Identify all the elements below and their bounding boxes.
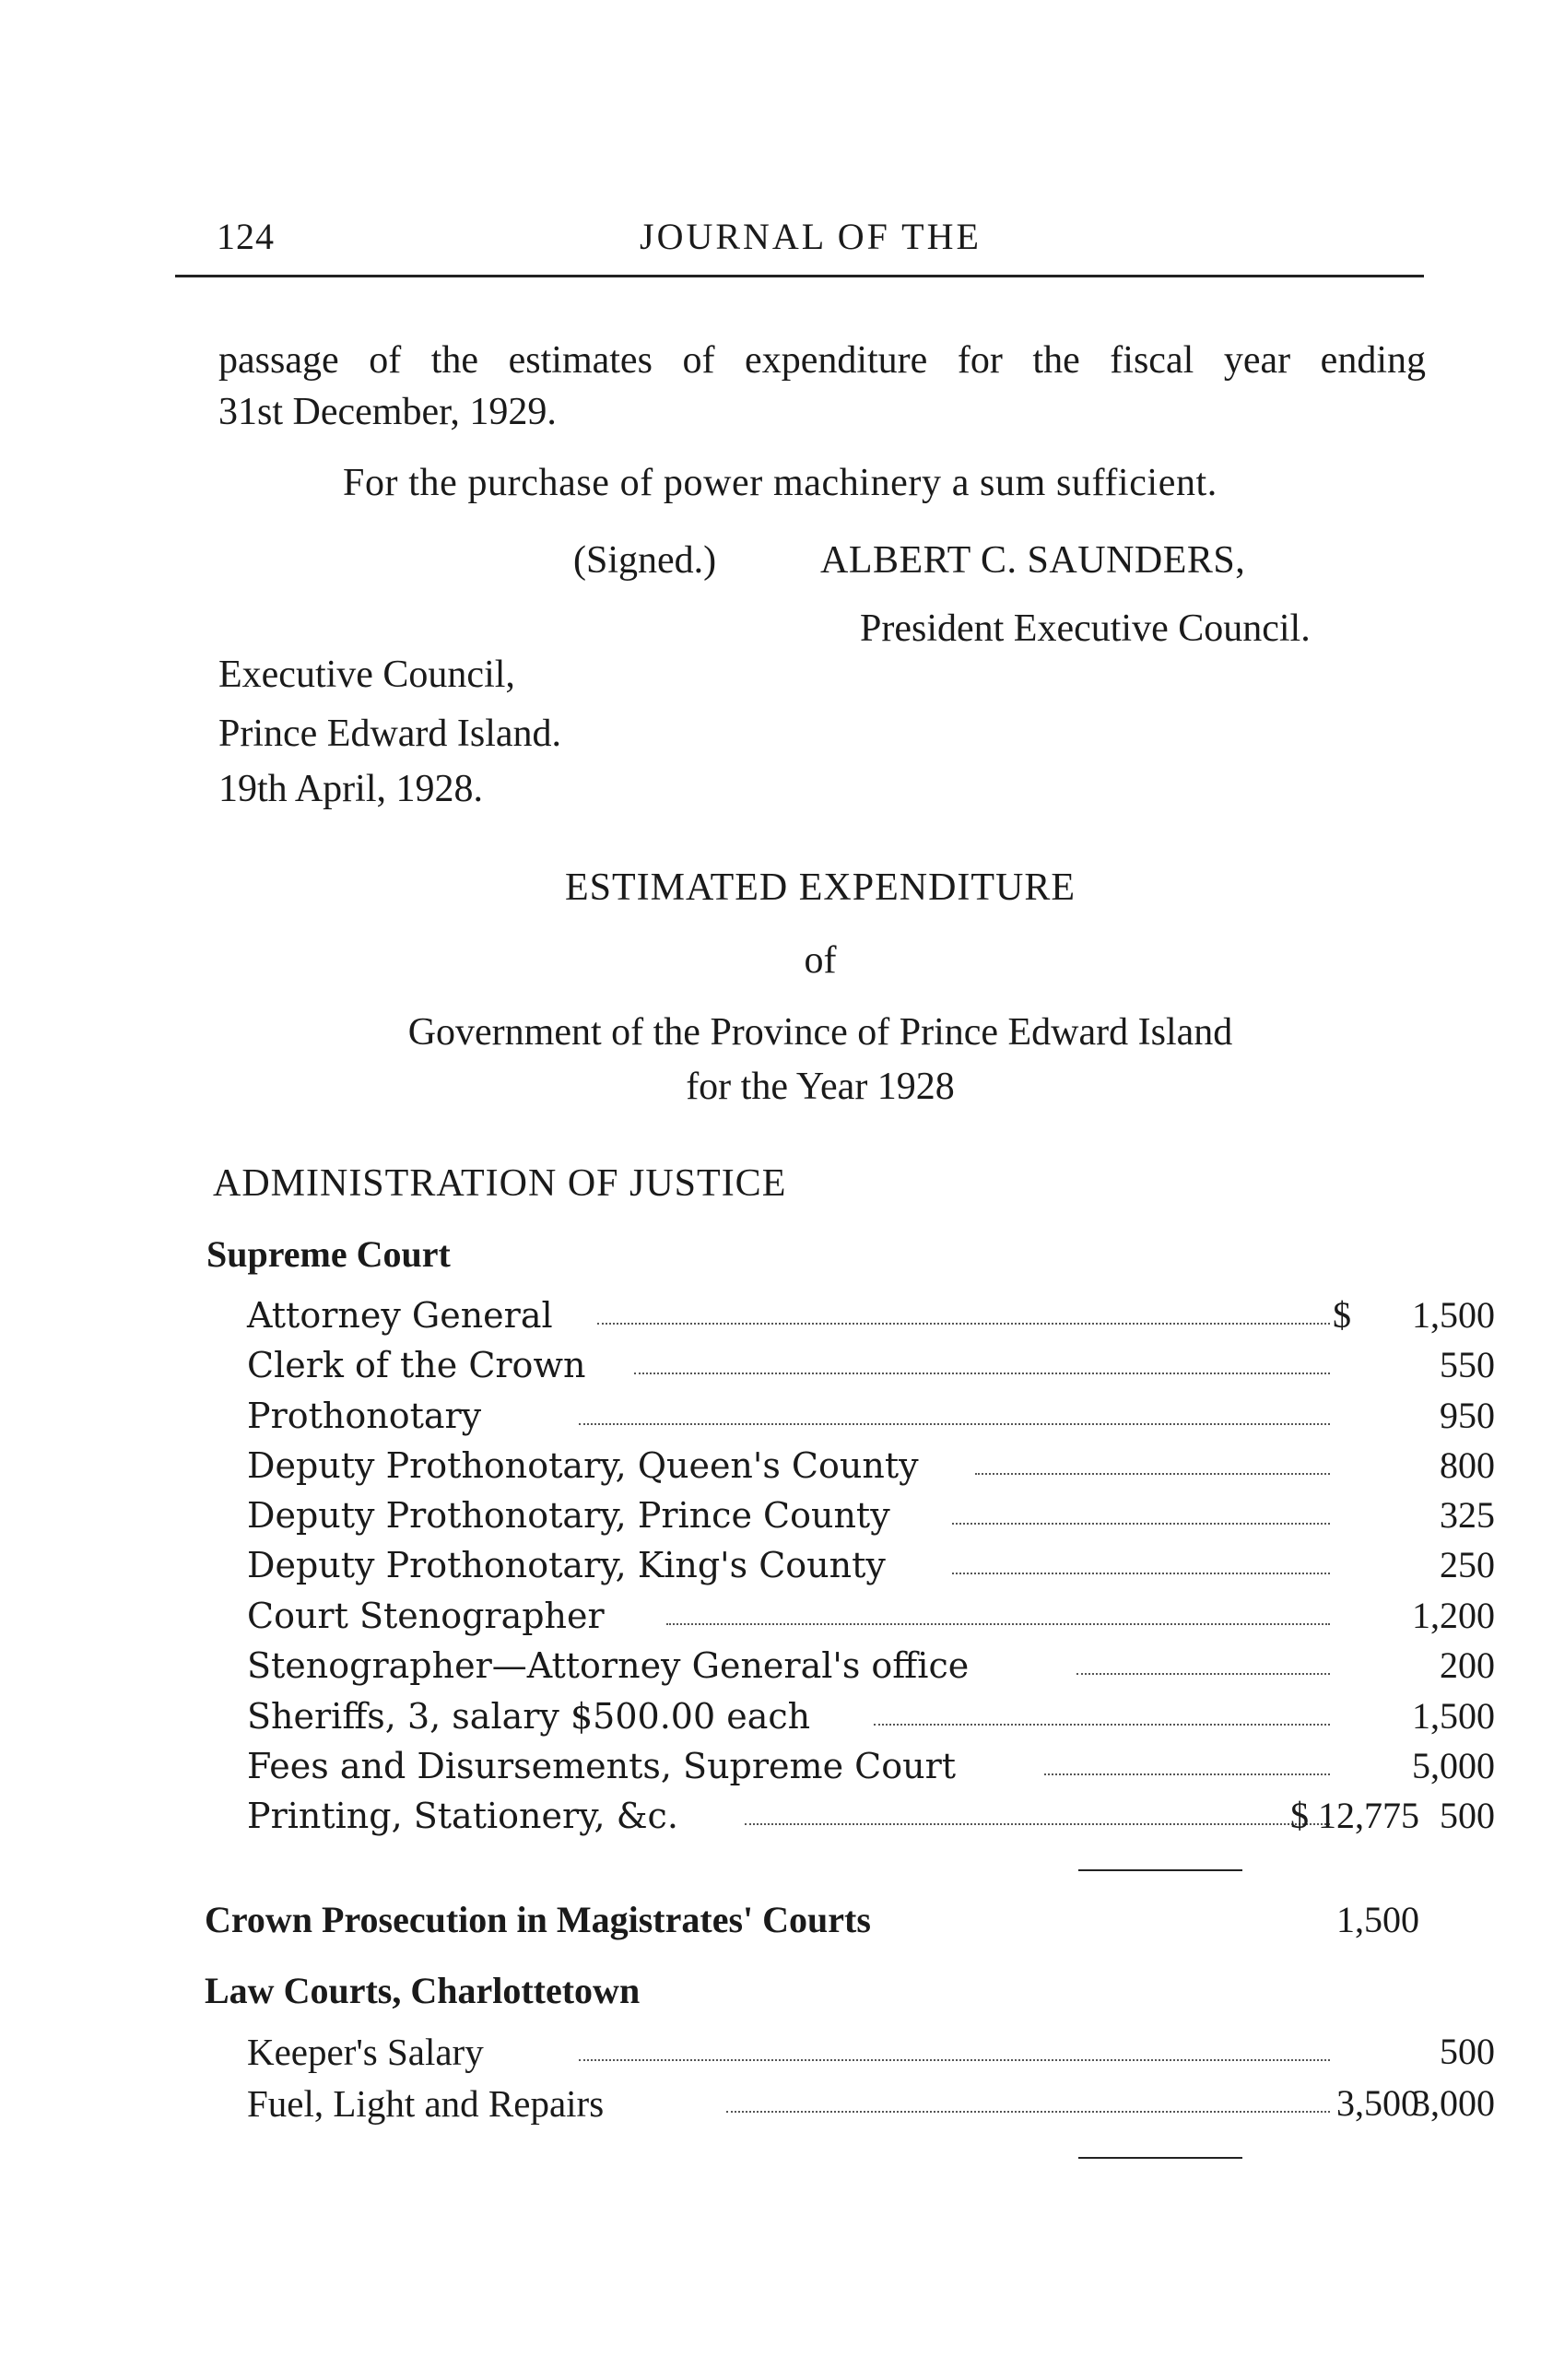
estimate-title: ESTIMATED EXPENDITURE [564, 866, 1076, 909]
item-label: Fees and Disursements, Supreme Court [247, 1746, 956, 1786]
leader-dots [726, 2111, 1330, 2113]
item-amount: 500 [1440, 1795, 1495, 1836]
address-line-1: Executive Council, [218, 654, 515, 696]
intro-line-1: passage of the estimates of expenditure for the fiscal year ending [218, 339, 1426, 382]
item-amount: 325 [1440, 1494, 1495, 1536]
item-label: Prothonotary [247, 1396, 482, 1436]
item-amount: 3,000 [1412, 2082, 1495, 2124]
leader-dots [874, 1724, 1330, 1726]
header-rule [175, 275, 1424, 277]
item-amount: 200 [1440, 1644, 1495, 1686]
law-courts-total: 3,500 [1336, 2082, 1419, 2124]
item-amount: 1,500 [1412, 1695, 1495, 1737]
subtotal-rule [1078, 2157, 1242, 2159]
item-label: Stenographer—Attorney General's office [247, 1645, 970, 1686]
item-label: Deputy Prothonotary, Prince County [247, 1495, 890, 1536]
supreme-court-heading: Supreme Court [206, 1233, 451, 1275]
item-amount: 5,000 [1412, 1745, 1495, 1786]
item-amount: 1,200 [1412, 1595, 1495, 1636]
crown-prosecution-total: 1,500 [1336, 1899, 1419, 1940]
leader-dots [952, 1523, 1330, 1525]
leader-dots [1076, 1673, 1330, 1675]
item-amount: 550 [1440, 1344, 1495, 1385]
item-label: Sheriffs, 3, salary $500.00 each [247, 1696, 811, 1737]
item-label: Fuel, Light and Repairs [247, 2082, 605, 2125]
address-line-2: Prince Edward Island. [218, 713, 562, 755]
signatory-name: ALBERT C. SAUNDERS, [820, 539, 1246, 582]
item-label: Clerk of the Crown [247, 1345, 586, 1385]
item-amount: 1,500 [1412, 1294, 1495, 1336]
estimate-title-year: for the Year 1928 [686, 1066, 955, 1108]
subtotal-rule [1078, 1869, 1242, 1871]
leader-dots [952, 1573, 1330, 1574]
dollar-sign: $ [1333, 1294, 1351, 1336]
leader-dots [975, 1473, 1330, 1475]
signatory-title: President Executive Council. [860, 607, 1311, 650]
leader-dots [1044, 1773, 1330, 1775]
item-label: Printing, Stationery, &c. [247, 1796, 678, 1836]
item-amount: 800 [1440, 1444, 1495, 1486]
leader-dots [634, 1373, 1330, 1374]
address-line-3: 19th April, 1928. [218, 768, 484, 810]
page-number: 124 [217, 216, 275, 257]
item-label: Deputy Prothonotary, Queen's County [247, 1445, 919, 1486]
leader-dots [579, 2059, 1330, 2061]
intro-line-3: For the purchase of power machinery a sum sufficient. [343, 462, 1218, 504]
law-courts-heading: Law Courts, Charlottetown [205, 1970, 641, 2011]
intro-line-2: 31st December, 1929. [218, 391, 557, 433]
item-label: Court Stenographer [247, 1596, 605, 1636]
leader-dots [666, 1623, 1330, 1625]
leader-dots [597, 1323, 1330, 1325]
item-label: Deputy Prothonotary, King's County [247, 1545, 886, 1585]
signed-label: (Signed.) [573, 539, 717, 582]
item-amount: 500 [1440, 2031, 1495, 2072]
crown-prosecution-heading: Crown Prosecution in Magistrates' Courts [205, 1899, 871, 1940]
item-amount: 250 [1440, 1544, 1495, 1585]
item-label: Keeper's Salary [247, 2031, 484, 2073]
estimate-title-government: Government of the Province of Prince Edward Island [407, 1011, 1233, 1054]
leader-dots [579, 1423, 1330, 1425]
item-label: Attorney General [247, 1295, 553, 1336]
section-title: ADMINISTRATION OF JUSTICE [213, 1162, 787, 1205]
supreme-court-total: $ 12,775 [1290, 1795, 1419, 1836]
running-header: JOURNAL OF THE [640, 216, 982, 257]
leader-dots [745, 1823, 1330, 1825]
estimate-title-of: of [804, 939, 837, 982]
item-amount: 950 [1440, 1395, 1495, 1436]
